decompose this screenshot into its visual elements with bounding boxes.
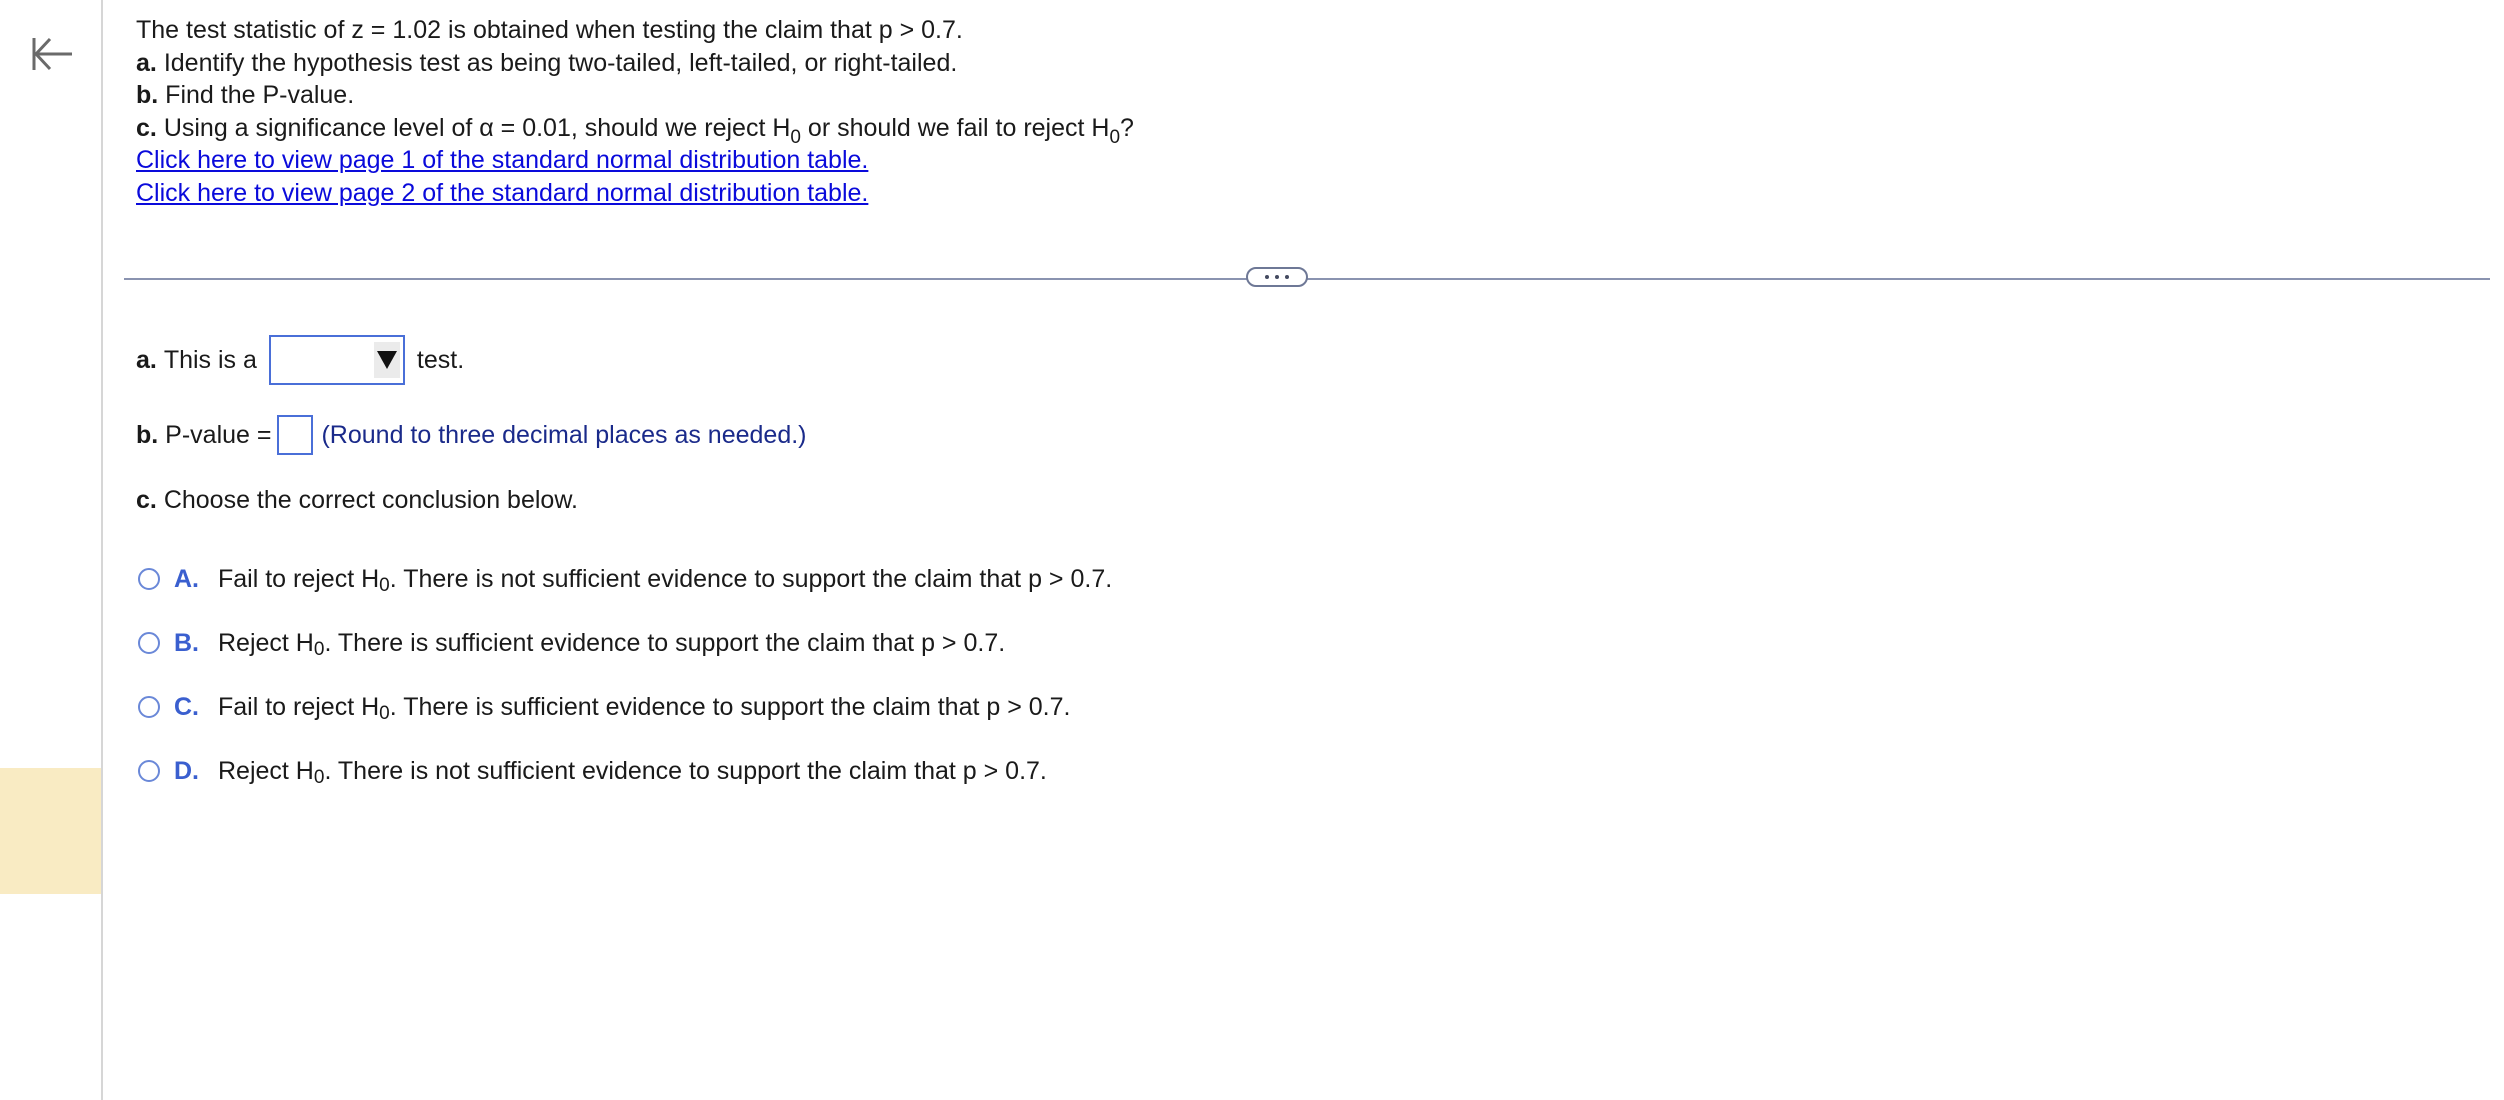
radio-icon[interactable] (138, 696, 160, 718)
answer-b-text: P-value = (165, 420, 272, 449)
answer-a-text: This is a (163, 345, 257, 374)
dot (1285, 275, 1289, 279)
option-letter: C. (174, 692, 199, 721)
test-type-dropdown[interactable] (269, 335, 405, 385)
radio-icon[interactable] (138, 760, 160, 782)
radio-icon[interactable] (138, 632, 160, 654)
collapse-left-icon-svg (24, 24, 84, 84)
radio-icon[interactable] (138, 568, 160, 590)
question-part-a (136, 47, 1134, 80)
option-letter: A. (174, 564, 199, 593)
option-letter: D. (174, 756, 199, 785)
question-block (136, 14, 1134, 209)
part-b-text: Find the P-value. (165, 81, 355, 109)
part-c-text-1: Using a significance level of α = 0.01, should we reject H (163, 113, 791, 142)
normal-table-page-2-link[interactable]: Click here to view page 2 of the standard normal distribution table. (136, 178, 869, 207)
option-text-pre: Reject H (218, 628, 314, 657)
answer-a-label: a. (136, 345, 157, 374)
rail-highlight (0, 768, 101, 894)
answer-c-label: c. (136, 485, 157, 514)
question-part-b (136, 79, 1134, 112)
answer-a-suffix: test. (416, 345, 465, 374)
dropdown-arrow (377, 351, 397, 369)
answer-c-row (136, 482, 578, 518)
option-text-post: . There is not sufficient evidence to support the claim that p > 0.7. (389, 564, 1113, 593)
option-text-post: . There is sufficient evidence to support the claim that p > 0.7. (389, 692, 1071, 721)
part-a-text: Identify the hypothesis test as being two-tailed, left-tailed, or right-tailed. (163, 48, 958, 77)
rounding-hint: (Round to three decimal places as needed.) (321, 420, 807, 449)
subscript-zero: 0 (1109, 126, 1121, 148)
part-c-text-2: or should we fail to reject H (800, 113, 1110, 142)
option-text-post: . There is not sufficient evidence to support the claim that p > 0.7. (324, 756, 1047, 785)
answer-c-text: Choose the correct conclusion below. (163, 485, 578, 514)
part-c-text-3: ? (1120, 113, 1134, 142)
p-value-input[interactable] (277, 415, 313, 455)
part-b-label: b. (136, 81, 159, 109)
answer-a-row (136, 334, 464, 386)
dot (1265, 275, 1269, 279)
option-text-pre: Fail to reject H (218, 564, 380, 593)
question-statement: The test statistic of z = 1.02 is obtained when testing the claim that p > 0.7. (136, 16, 963, 44)
triangle-down-icon[interactable] (374, 342, 400, 378)
option-d[interactable]: D. Reject H 0 . There is not sufficient evidence to support the claim that p > 0.7. (138, 751, 1047, 791)
option-text-post: . There is sufficient evidence to support the claim that p > 0.7. (324, 628, 1006, 657)
option-c[interactable]: C. Fail to reject H 0 . There is sufficient evidence to support the claim that p > 0.7. (138, 687, 1070, 727)
dot (1275, 275, 1279, 279)
more-dots-icon[interactable] (1246, 267, 1308, 287)
question-part-c (136, 112, 1134, 148)
answer-b-row (136, 414, 807, 456)
answer-b-label: b. (136, 420, 159, 449)
collapse-left-icon[interactable] (24, 24, 84, 84)
normal-table-page-1-link[interactable]: Click here to view page 1 of the standard normal distribution table. (136, 146, 869, 174)
option-text-pre: Reject H (218, 756, 314, 785)
part-a-label: a. (136, 48, 157, 77)
option-letter: B. (174, 628, 199, 657)
part-c-label: c. (136, 113, 157, 142)
option-text-pre: Fail to reject H (218, 692, 380, 721)
option-b[interactable]: B. Reject H 0 . There is sufficient evidence to support the claim that p > 0.7. (138, 623, 1005, 663)
left-rail (0, 0, 103, 1100)
option-a[interactable]: A. Fail to reject H 0 . There is not sufficient evidence to support the claim that p > 0.7. (138, 559, 1112, 599)
subscript-zero: 0 (790, 126, 801, 148)
